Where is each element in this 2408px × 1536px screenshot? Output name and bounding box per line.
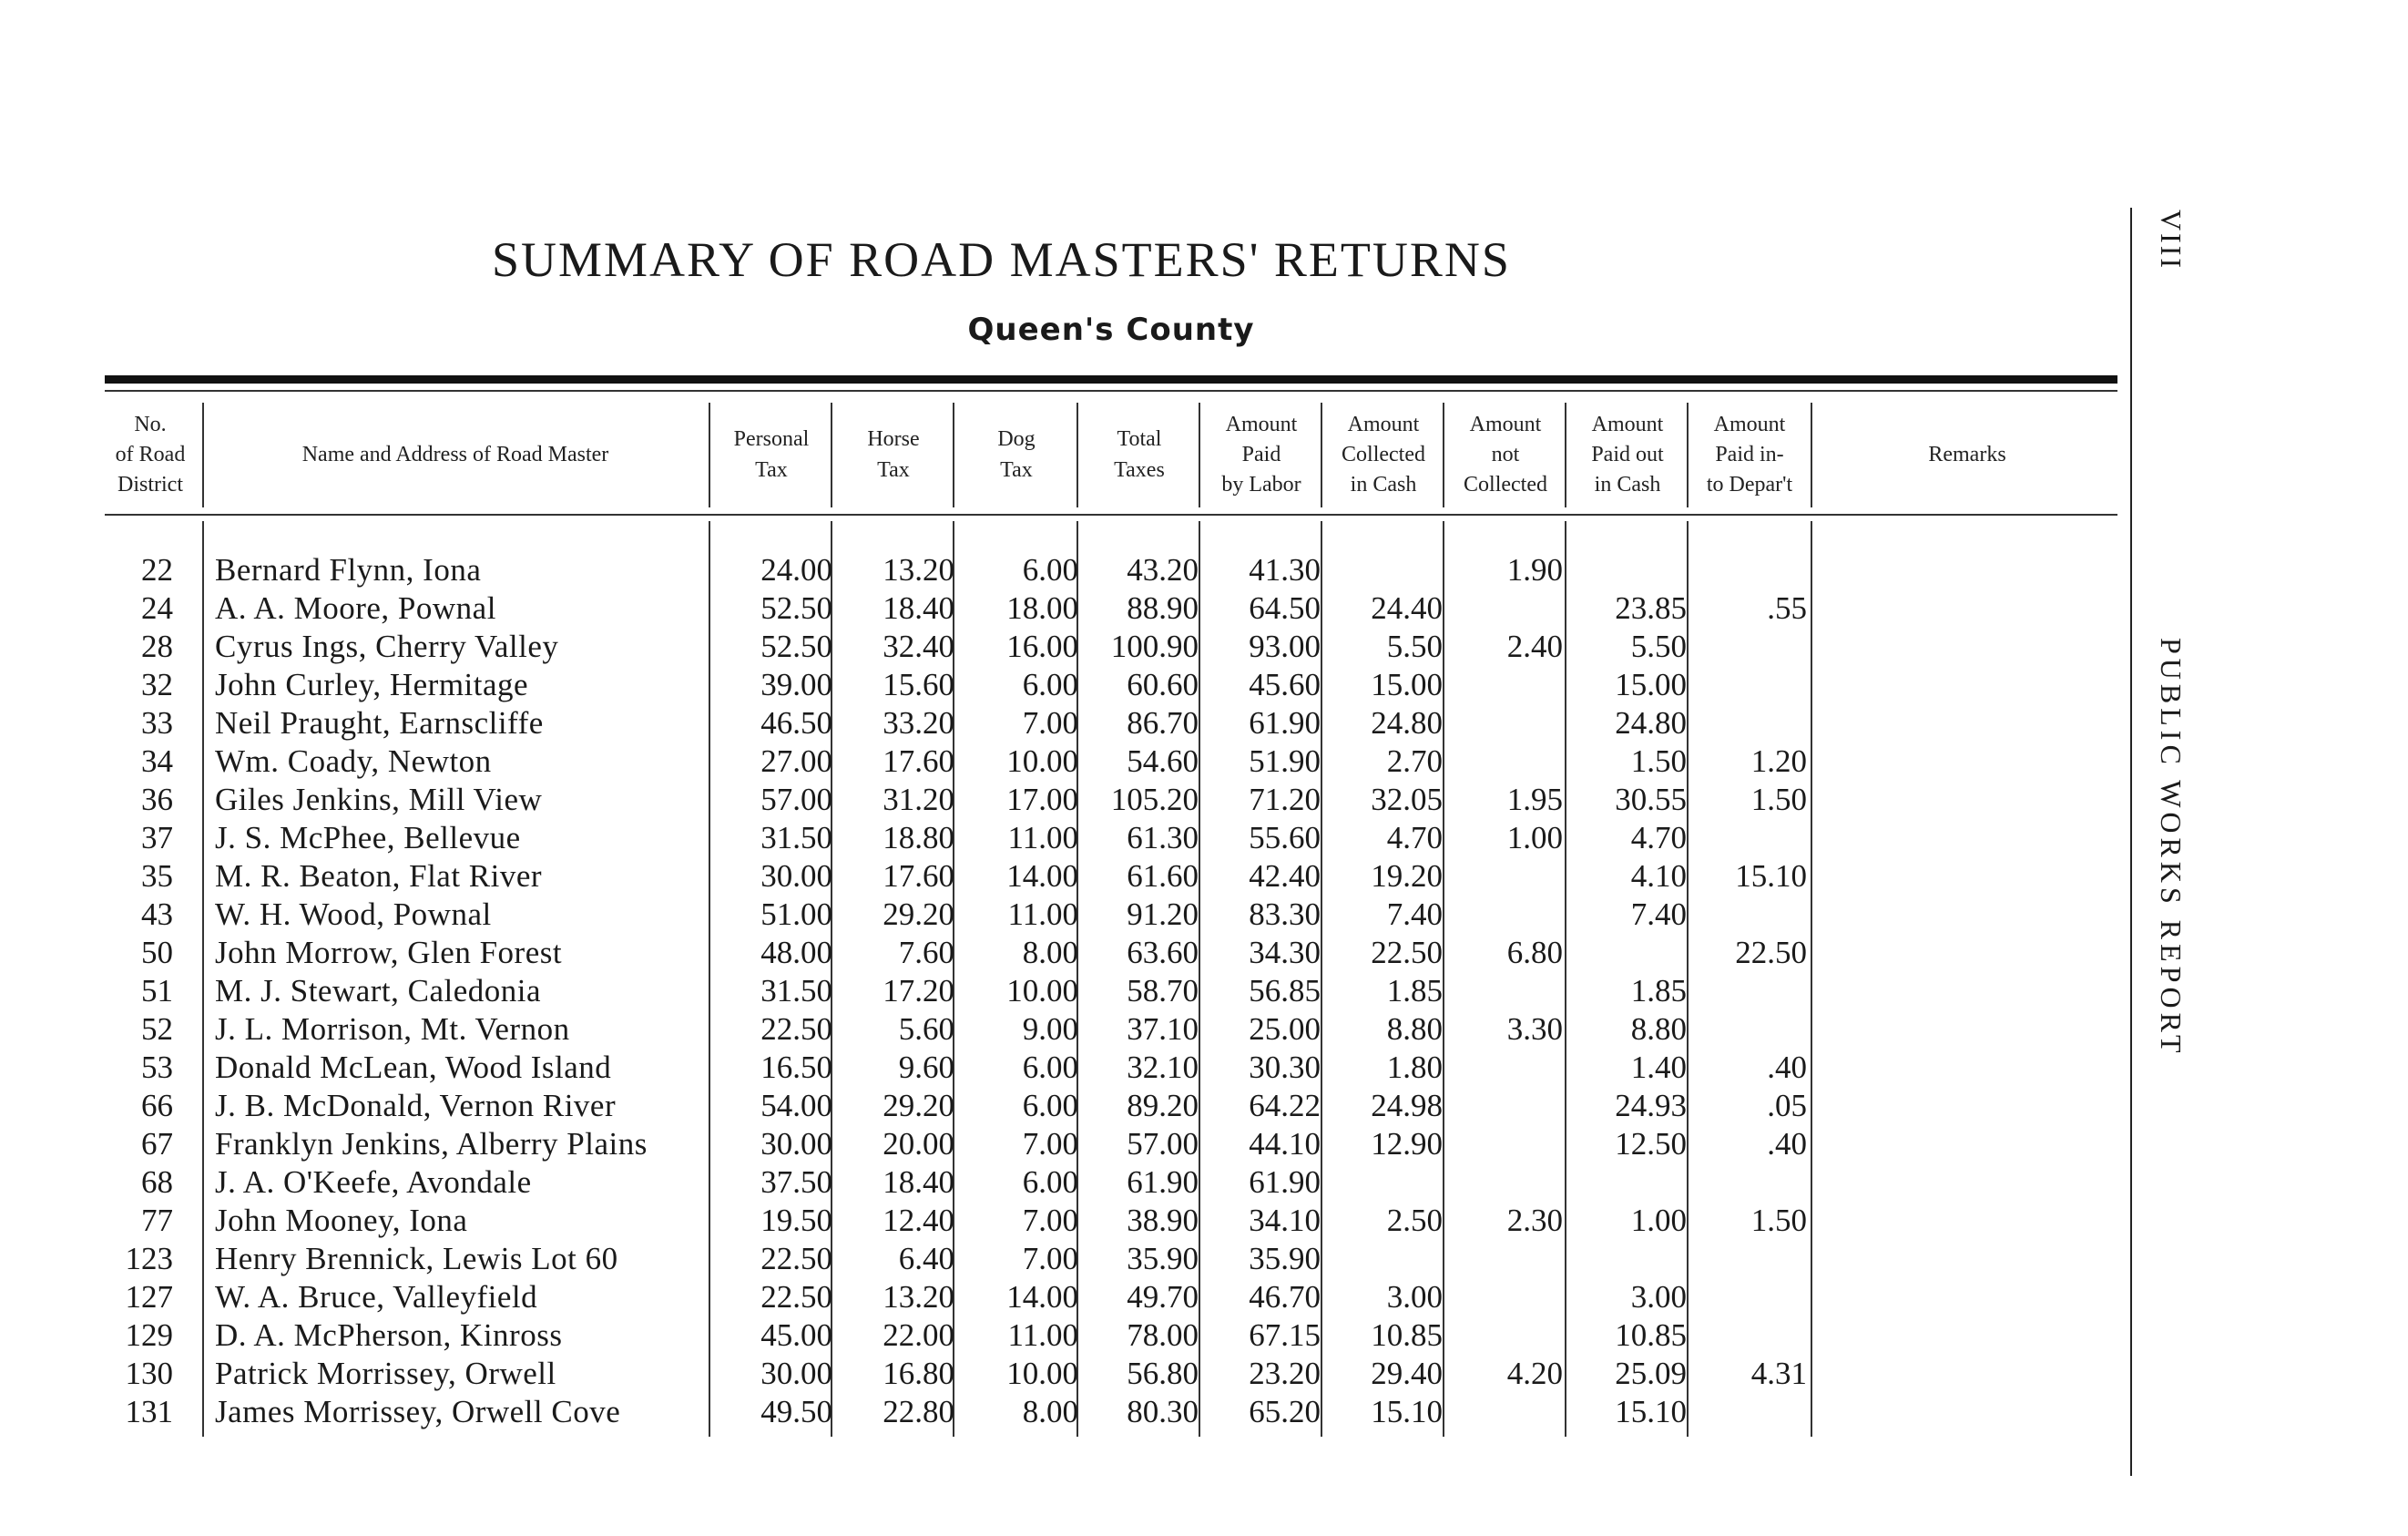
- cell-personal: 57.00: [760, 782, 832, 817]
- cell-depart: 1.50: [1750, 1203, 1807, 1238]
- cell-name: J. L. Morrison, Mt. Vernon: [215, 1011, 570, 1047]
- cell-dog: 8.00: [1022, 1394, 1078, 1429]
- cell-cash: 2.50: [1386, 1203, 1443, 1238]
- table-row: [0, 857, 2408, 896]
- cell-total: 54.60: [1127, 743, 1199, 779]
- header-bottom-rule: [105, 514, 2117, 516]
- cell-personal: 27.00: [760, 743, 832, 779]
- cell-name: Bernard Flynn, Iona: [215, 552, 482, 588]
- cell-horse: 17.60: [883, 743, 954, 779]
- cell-dog: 18.00: [1006, 590, 1078, 626]
- cell-personal: 54.00: [760, 1088, 832, 1123]
- cell-paidout: 7.40: [1630, 896, 1687, 932]
- cell-name: W. H. Wood, Pownal: [215, 896, 492, 932]
- table-row: [0, 1355, 2408, 1393]
- cell-personal: 30.00: [760, 858, 832, 894]
- cell-dog: 10.00: [1006, 973, 1078, 1009]
- cell-dog: 11.00: [1007, 896, 1078, 932]
- cell-total: 80.30: [1127, 1394, 1199, 1429]
- cell-no: 22: [141, 552, 173, 588]
- cell-personal: 24.00: [760, 552, 832, 588]
- cell-cash: 22.50: [1371, 935, 1443, 970]
- header-column-rule: [953, 403, 954, 507]
- table-row: [0, 1240, 2408, 1278]
- page-subtitle: Queen's County: [967, 312, 1255, 348]
- cell-no: 50: [141, 935, 173, 970]
- column-header-name: Name and Address of Road Master: [301, 442, 609, 466]
- cell-cash: 7.40: [1386, 896, 1443, 932]
- cell-personal: 19.50: [760, 1203, 832, 1238]
- cell-name: A. A. Moore, Pownal: [215, 590, 496, 626]
- cell-no: 32: [141, 667, 173, 702]
- cell-dog: 14.00: [1006, 1279, 1078, 1315]
- cell-paidout: 15.00: [1615, 667, 1687, 702]
- cell-name: J. A. O'Keefe, Avondale: [215, 1164, 532, 1200]
- header-column-rule: [1565, 403, 1566, 507]
- cell-notcol: 4.20: [1506, 1356, 1563, 1391]
- cell-total: 49.70: [1127, 1279, 1199, 1315]
- cell-cash: 15.10: [1371, 1394, 1443, 1429]
- cell-labor: 23.20: [1249, 1356, 1321, 1391]
- cell-labor: 41.30: [1249, 552, 1321, 588]
- cell-personal: 16.50: [760, 1050, 832, 1085]
- cell-horse: 29.20: [883, 1088, 954, 1123]
- cell-no: 24: [141, 590, 173, 626]
- table-row: [0, 1163, 2408, 1202]
- cell-total: 105.20: [1110, 782, 1199, 817]
- cell-dog: 16.00: [1006, 629, 1078, 664]
- cell-personal: 30.00: [760, 1356, 832, 1391]
- cell-dog: 6.00: [1022, 1164, 1078, 1200]
- cell-total: 61.30: [1127, 820, 1199, 855]
- cell-depart: 1.20: [1750, 743, 1807, 779]
- cell-paidout: 24.80: [1615, 705, 1687, 741]
- cell-cash: 2.70: [1386, 743, 1443, 779]
- cell-horse: 16.80: [883, 1356, 954, 1391]
- cell-total: 38.90: [1127, 1203, 1199, 1238]
- cell-horse: 18.40: [883, 590, 954, 626]
- cell-paidout: 1.40: [1630, 1050, 1687, 1085]
- column-header-total: Total Taxes: [1114, 427, 1165, 482]
- cell-labor: 64.50: [1249, 590, 1321, 626]
- table-row: [0, 896, 2408, 934]
- cell-name: John Curley, Hermitage: [215, 667, 529, 702]
- table-row: [0, 551, 2408, 589]
- cell-paidout: 24.93: [1615, 1088, 1687, 1123]
- cell-total: 100.90: [1110, 629, 1199, 664]
- table-row: [0, 781, 2408, 819]
- cell-dog: 6.00: [1022, 552, 1078, 588]
- cell-cash: 32.05: [1371, 782, 1443, 817]
- cell-personal: 51.00: [760, 896, 832, 932]
- cell-depart: .55: [1767, 590, 1807, 626]
- cell-dog: 10.00: [1006, 743, 1078, 779]
- cell-personal: 45.00: [760, 1317, 832, 1353]
- cell-total: 58.70: [1127, 973, 1199, 1009]
- cell-dog: 9.00: [1022, 1011, 1078, 1047]
- column-header-remarks: Remarks: [1928, 442, 2006, 466]
- table-row: [0, 934, 2408, 972]
- table-row: [0, 1125, 2408, 1163]
- cell-cash: 12.90: [1371, 1126, 1443, 1162]
- cell-cash: 29.40: [1371, 1356, 1443, 1391]
- cell-no: 28: [141, 629, 173, 664]
- cell-personal: 22.50: [760, 1279, 832, 1315]
- cell-dog: 14.00: [1006, 858, 1078, 894]
- cell-cash: 8.80: [1386, 1011, 1443, 1047]
- table-row: [0, 1087, 2408, 1125]
- cell-no: 67: [141, 1126, 173, 1162]
- cell-labor: 61.90: [1249, 705, 1321, 741]
- header-column-rule: [1321, 403, 1322, 507]
- cell-name: Donald McLean, Wood Island: [215, 1050, 612, 1085]
- cell-depart: 15.10: [1735, 858, 1807, 894]
- cell-total: 57.00: [1127, 1126, 1199, 1162]
- cell-labor: 45.60: [1249, 667, 1321, 702]
- cell-personal: 30.00: [760, 1126, 832, 1162]
- cell-paidout: 1.85: [1630, 973, 1687, 1009]
- cell-no: 127: [125, 1279, 173, 1315]
- cell-no: 129: [125, 1317, 173, 1353]
- cell-name: John Morrow, Glen Forest: [215, 935, 563, 970]
- cell-no: 34: [141, 743, 173, 779]
- cell-no: 68: [141, 1164, 173, 1200]
- cell-no: 131: [125, 1394, 173, 1429]
- cell-notcol: 1.95: [1506, 782, 1563, 817]
- cell-cash: 1.80: [1386, 1050, 1443, 1085]
- cell-name: M. J. Stewart, Caledonia: [215, 973, 542, 1009]
- cell-horse: 20.00: [883, 1126, 954, 1162]
- header-column-rule: [1199, 403, 1200, 507]
- table-row: [0, 1393, 2408, 1431]
- cell-horse: 29.20: [883, 896, 954, 932]
- cell-labor: 61.90: [1249, 1164, 1321, 1200]
- cell-cash: 1.85: [1386, 973, 1443, 1009]
- column-header-horse: Horse Tax: [867, 427, 920, 482]
- table-row: [0, 972, 2408, 1010]
- cell-cash: 5.50: [1386, 629, 1443, 664]
- title-rule: [105, 375, 2117, 384]
- table-row: [0, 666, 2408, 704]
- table-row: [0, 704, 2408, 742]
- cell-depart: .40: [1767, 1126, 1807, 1162]
- cell-name: Cyrus Ings, Cherry Valley: [215, 629, 559, 664]
- cell-name: James Morrissey, Orwell Cove: [215, 1394, 621, 1429]
- column-header-notcol: Amount not Collected: [1464, 412, 1547, 497]
- cell-name: J. S. McPhee, Bellevue: [215, 820, 521, 855]
- cell-no: 35: [141, 858, 173, 894]
- cell-horse: 32.40: [883, 629, 954, 664]
- cell-name: Henry Brennick, Lewis Lot 60: [215, 1241, 618, 1276]
- cell-labor: 65.20: [1249, 1394, 1321, 1429]
- cell-no: 43: [141, 896, 173, 932]
- cell-horse: 18.80: [883, 820, 954, 855]
- cell-notcol: 1.90: [1506, 552, 1563, 588]
- column-header-paidout: Amount Paid out in Cash: [1591, 412, 1664, 497]
- cell-labor: 44.10: [1249, 1126, 1321, 1162]
- table-row: [0, 1316, 2408, 1355]
- cell-personal: 31.50: [760, 820, 832, 855]
- cell-paidout: 30.55: [1615, 782, 1687, 817]
- cell-paidout: 23.85: [1615, 590, 1687, 626]
- cell-labor: 34.30: [1249, 935, 1321, 970]
- cell-paidout: 4.70: [1630, 820, 1687, 855]
- cell-notcol: 1.00: [1506, 820, 1563, 855]
- column-header-personal: Personal Tax: [733, 427, 810, 482]
- cell-labor: 64.22: [1249, 1088, 1321, 1123]
- cell-horse: 17.60: [883, 858, 954, 894]
- cell-personal: 49.50: [760, 1394, 832, 1429]
- column-header-no: No. of Road District: [115, 412, 186, 497]
- cell-name: J. B. McDonald, Vernon River: [215, 1088, 617, 1123]
- cell-no: 53: [141, 1050, 173, 1085]
- cell-notcol: 6.80: [1506, 935, 1563, 970]
- cell-labor: 67.15: [1249, 1317, 1321, 1353]
- cell-labor: 55.60: [1249, 820, 1321, 855]
- cell-name: W. A. Bruce, Valleyfield: [215, 1279, 538, 1315]
- cell-total: 61.90: [1127, 1164, 1199, 1200]
- cell-name: D. A. McPherson, Kinross: [215, 1317, 563, 1353]
- cell-depart: 22.50: [1735, 935, 1807, 970]
- cell-horse: 6.40: [898, 1241, 954, 1276]
- cell-paidout: 8.80: [1630, 1011, 1687, 1047]
- cell-labor: 51.90: [1249, 743, 1321, 779]
- cell-total: 63.60: [1127, 935, 1199, 970]
- cell-depart: .05: [1767, 1088, 1807, 1123]
- table-row: [0, 1278, 2408, 1316]
- cell-total: 91.20: [1127, 896, 1199, 932]
- cell-dog: 10.00: [1006, 1356, 1078, 1391]
- cell-name: Neil Praught, Earnscliffe: [215, 705, 544, 741]
- cell-paidout: 12.50: [1615, 1126, 1687, 1162]
- cell-dog: 11.00: [1007, 1317, 1078, 1353]
- section-number: VIII: [2155, 210, 2188, 271]
- cell-horse: 13.20: [883, 552, 954, 588]
- header-column-rule: [1443, 403, 1444, 507]
- cell-total: 56.80: [1127, 1356, 1199, 1391]
- cell-horse: 12.40: [883, 1203, 954, 1238]
- cell-dog: 7.00: [1022, 705, 1078, 741]
- cell-total: 61.60: [1127, 858, 1199, 894]
- cell-depart: .40: [1767, 1050, 1807, 1085]
- cell-labor: 46.70: [1249, 1279, 1321, 1315]
- table-body: [0, 551, 2408, 1431]
- cell-personal: 39.00: [760, 667, 832, 702]
- running-header: PUBLIC WORKS REPORT: [2155, 638, 2188, 1058]
- cell-total: 60.60: [1127, 667, 1199, 702]
- cell-labor: 30.30: [1249, 1050, 1321, 1085]
- column-header-depart: Amount Paid in- to Depar't: [1706, 412, 1793, 497]
- cell-cash: 24.40: [1371, 590, 1443, 626]
- cell-paidout: 1.00: [1630, 1203, 1687, 1238]
- header-top-rule: [105, 390, 2117, 392]
- header-column-rule: [831, 403, 832, 507]
- cell-paidout: 4.10: [1630, 858, 1687, 894]
- cell-labor: 93.00: [1249, 629, 1321, 664]
- cell-dog: 6.00: [1022, 667, 1078, 702]
- cell-no: 66: [141, 1088, 173, 1123]
- cell-horse: 7.60: [898, 935, 954, 970]
- column-header-dog: Dog Tax: [997, 427, 1036, 482]
- cell-cash: 15.00: [1371, 667, 1443, 702]
- cell-cash: 24.98: [1371, 1088, 1443, 1123]
- cell-no: 37: [141, 820, 173, 855]
- cell-paidout: 25.09: [1615, 1356, 1687, 1391]
- cell-total: 86.70: [1127, 705, 1199, 741]
- cell-horse: 13.20: [883, 1279, 954, 1315]
- cell-personal: 22.50: [760, 1011, 832, 1047]
- cell-labor: 42.40: [1249, 858, 1321, 894]
- page-title: SUMMARY OF ROAD MASTERS' RETURNS: [492, 232, 1511, 287]
- column-header-labor: Amount Paid by Labor: [1221, 412, 1301, 497]
- table-row: [0, 1049, 2408, 1087]
- cell-paidout: 10.85: [1615, 1317, 1687, 1353]
- cell-no: 33: [141, 705, 173, 741]
- column-header-cash: Amount Collected in Cash: [1342, 412, 1425, 497]
- cell-horse: 17.20: [883, 973, 954, 1009]
- cell-labor: 25.00: [1249, 1011, 1321, 1047]
- cell-horse: 22.00: [883, 1317, 954, 1353]
- cell-depart: 1.50: [1750, 782, 1807, 817]
- cell-cash: 10.85: [1371, 1317, 1443, 1353]
- cell-horse: 18.40: [883, 1164, 954, 1200]
- cell-personal: 52.50: [760, 590, 832, 626]
- cell-horse: 31.20: [883, 782, 954, 817]
- table-row: [0, 1010, 2408, 1049]
- cell-paidout: 1.50: [1630, 743, 1687, 779]
- cell-paidout: 3.00: [1630, 1279, 1687, 1315]
- cell-name: Patrick Morrissey, Orwell: [215, 1356, 556, 1391]
- cell-cash: 4.70: [1386, 820, 1443, 855]
- cell-cash: 24.80: [1371, 705, 1443, 741]
- cell-horse: 5.60: [898, 1011, 954, 1047]
- cell-labor: 35.90: [1249, 1241, 1321, 1276]
- cell-name: M. R. Beaton, Flat River: [215, 858, 543, 894]
- cell-notcol: 3.30: [1506, 1011, 1563, 1047]
- cell-personal: 22.50: [760, 1241, 832, 1276]
- cell-labor: 83.30: [1249, 896, 1321, 932]
- cell-dog: 7.00: [1022, 1203, 1078, 1238]
- cell-no: 130: [125, 1356, 173, 1391]
- cell-name: Giles Jenkins, Mill View: [215, 782, 543, 817]
- table-row: [0, 742, 2408, 781]
- cell-name: Franklyn Jenkins, Alberry Plains: [215, 1126, 648, 1162]
- cell-dog: 7.00: [1022, 1126, 1078, 1162]
- cell-name: Wm. Coady, Newton: [215, 743, 492, 779]
- cell-personal: 48.00: [760, 935, 832, 970]
- cell-horse: 33.20: [883, 705, 954, 741]
- cell-horse: 9.60: [898, 1050, 954, 1085]
- cell-cash: 19.20: [1371, 858, 1443, 894]
- cell-depart: 4.31: [1750, 1356, 1807, 1391]
- table-row: [0, 628, 2408, 666]
- header-column-rule: [1076, 403, 1078, 507]
- cell-labor: 71.20: [1249, 782, 1321, 817]
- cell-horse: 22.80: [883, 1394, 954, 1429]
- cell-total: 88.90: [1127, 590, 1199, 626]
- cell-no: 52: [141, 1011, 173, 1047]
- cell-no: 36: [141, 782, 173, 817]
- cell-paidout: 5.50: [1630, 629, 1687, 664]
- cell-personal: 37.50: [760, 1164, 832, 1200]
- cell-total: 32.10: [1127, 1050, 1199, 1085]
- cell-personal: 46.50: [760, 705, 832, 741]
- cell-paidout: 15.10: [1615, 1394, 1687, 1429]
- cell-dog: 6.00: [1022, 1050, 1078, 1085]
- cell-notcol: 2.40: [1506, 629, 1563, 664]
- cell-personal: 52.50: [760, 629, 832, 664]
- cell-dog: 6.00: [1022, 1088, 1078, 1123]
- cell-horse: 15.60: [883, 667, 954, 702]
- cell-dog: 8.00: [1022, 935, 1078, 970]
- cell-total: 89.20: [1127, 1088, 1199, 1123]
- cell-total: 37.10: [1127, 1011, 1199, 1047]
- cell-labor: 56.85: [1249, 973, 1321, 1009]
- cell-total: 35.90: [1127, 1241, 1199, 1276]
- header-column-rule: [709, 403, 710, 507]
- cell-name: John Mooney, Iona: [215, 1203, 468, 1238]
- cell-notcol: 2.30: [1506, 1203, 1563, 1238]
- header-column-rule: [202, 403, 204, 507]
- cell-no: 51: [141, 973, 173, 1009]
- table-row: [0, 1202, 2408, 1240]
- header-column-rule: [1811, 403, 1812, 507]
- table-row: [0, 819, 2408, 857]
- table-row: [0, 589, 2408, 628]
- header-column-rule: [1687, 403, 1689, 507]
- cell-cash: 3.00: [1386, 1279, 1443, 1315]
- cell-labor: 34.10: [1249, 1203, 1321, 1238]
- cell-no: 123: [125, 1241, 173, 1276]
- cell-total: 78.00: [1127, 1317, 1199, 1353]
- cell-dog: 17.00: [1006, 782, 1078, 817]
- cell-dog: 11.00: [1007, 820, 1078, 855]
- cell-no: 77: [141, 1203, 173, 1238]
- cell-total: 43.20: [1127, 552, 1199, 588]
- cell-dog: 7.00: [1022, 1241, 1078, 1276]
- cell-personal: 31.50: [760, 973, 832, 1009]
